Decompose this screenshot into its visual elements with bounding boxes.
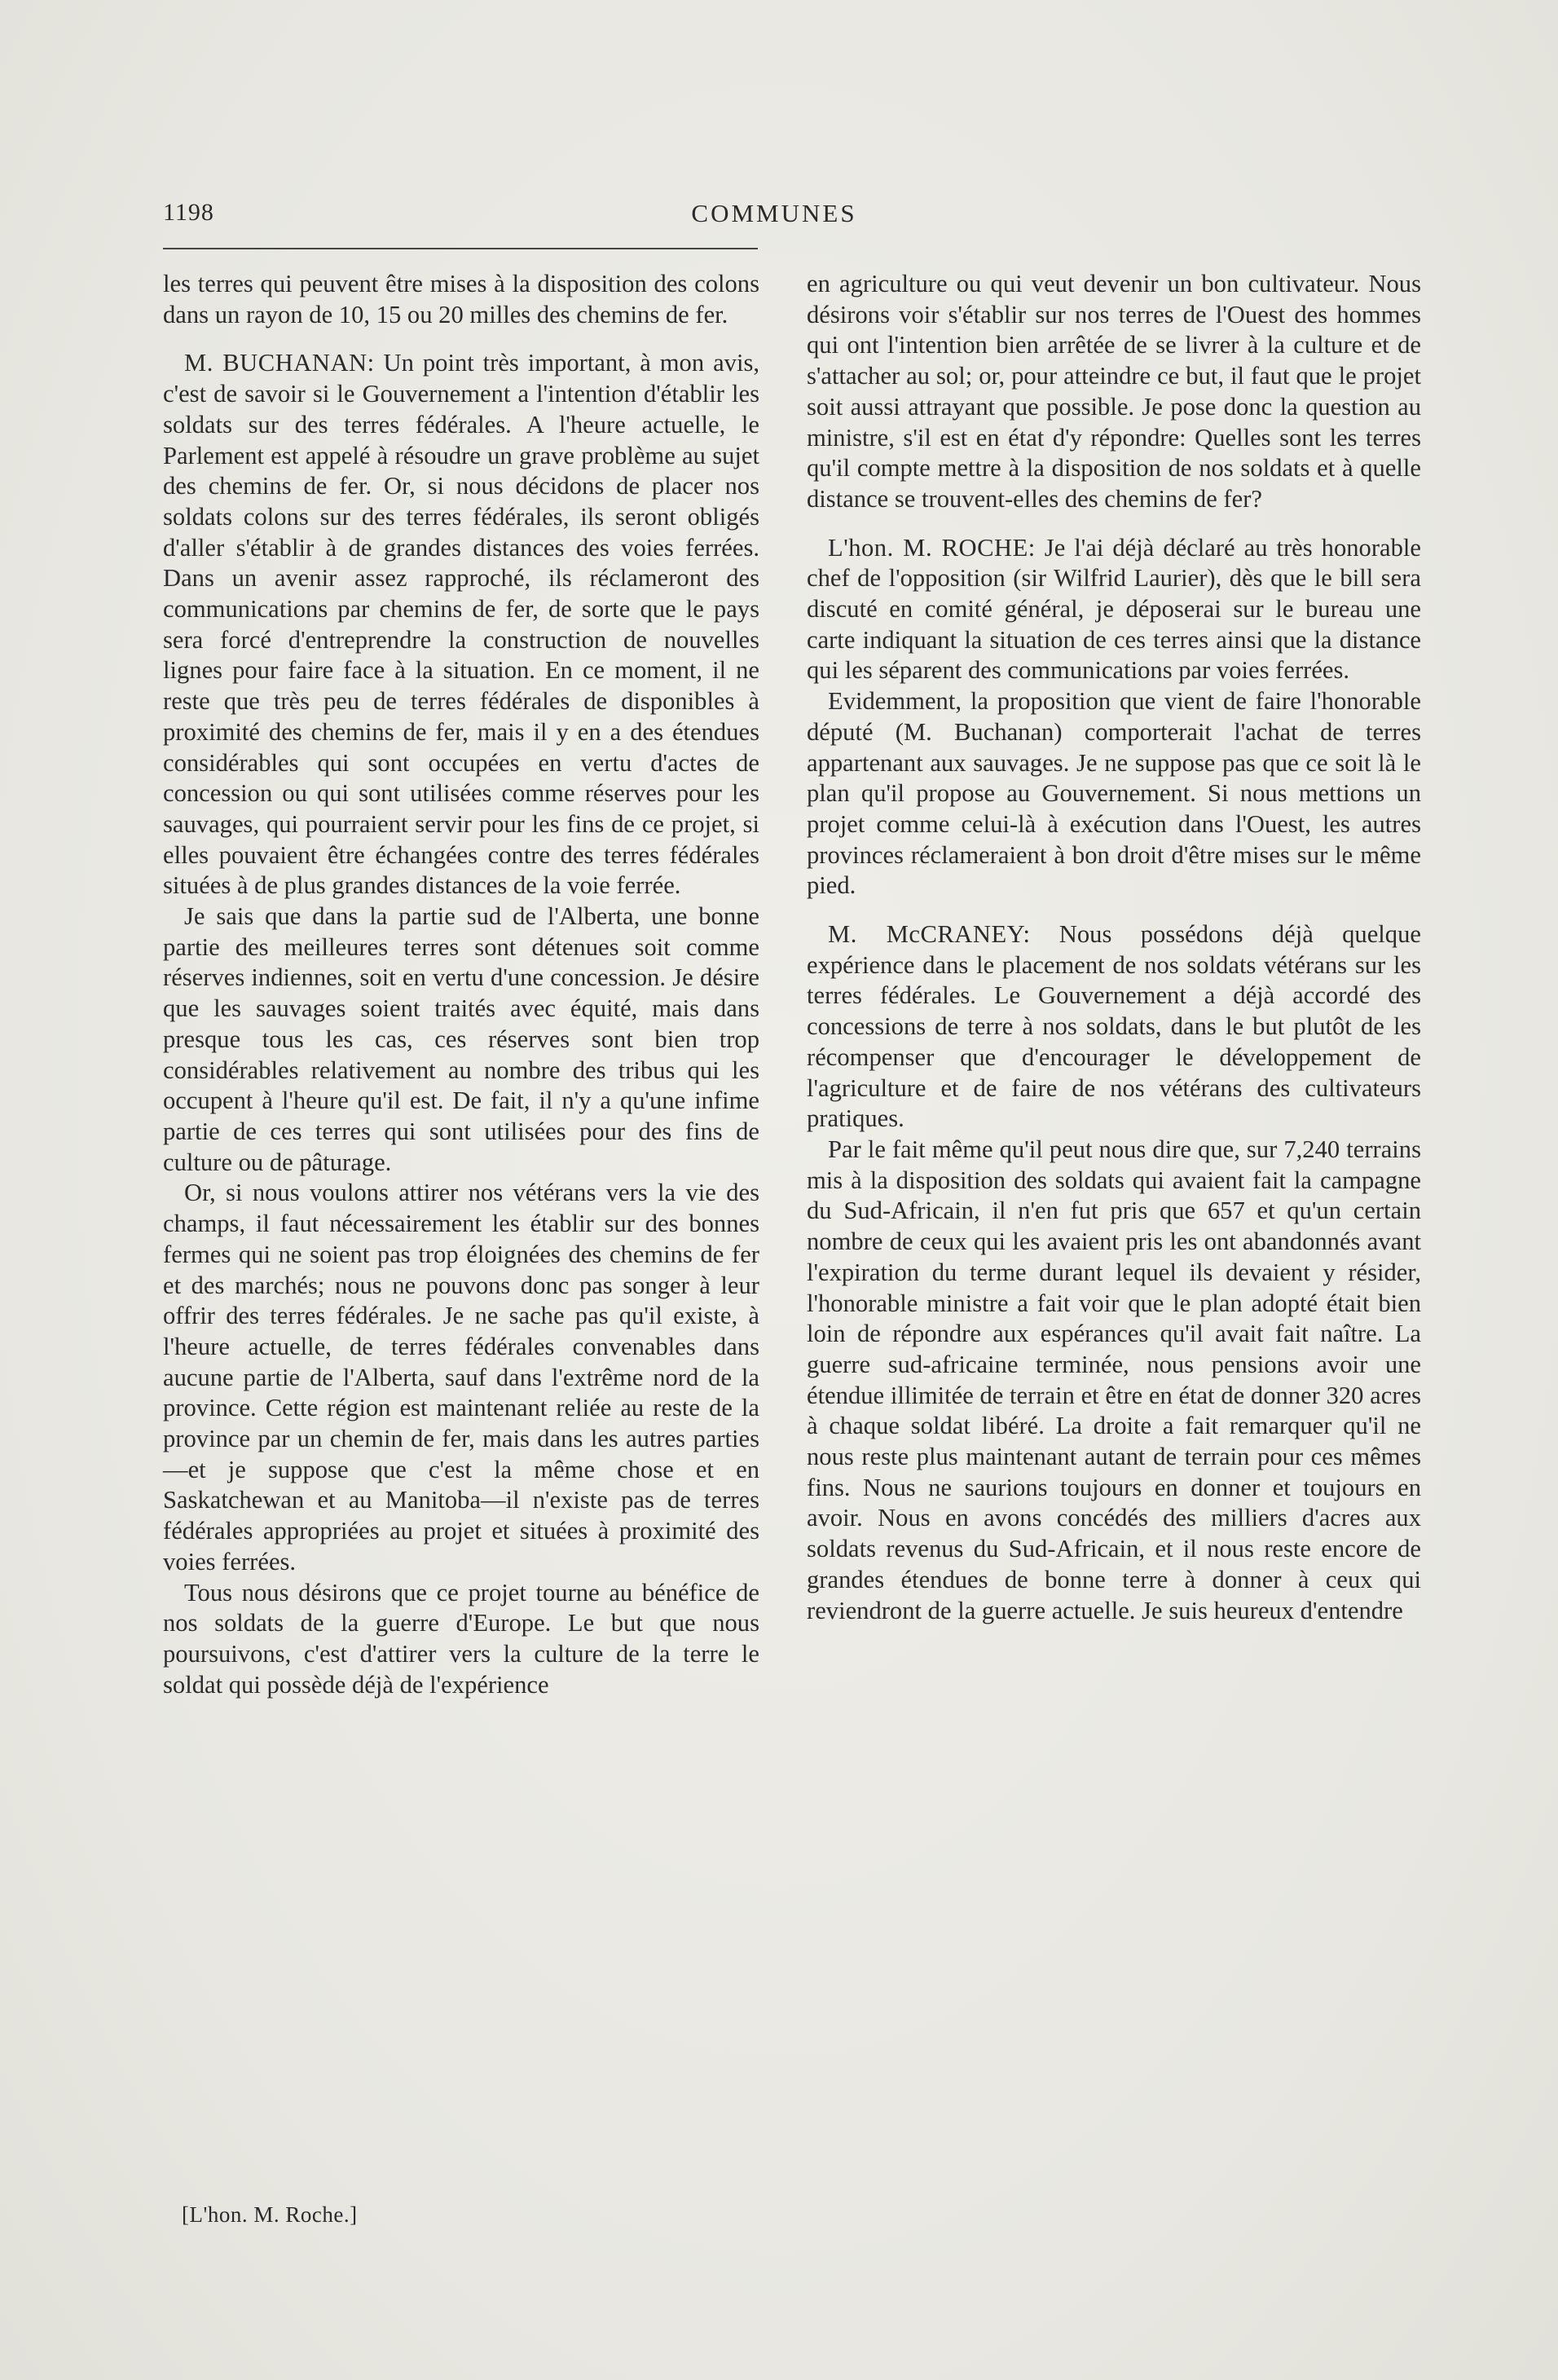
paragraph xyxy=(807,533,1421,687)
right-column xyxy=(807,269,1421,1626)
paragraph xyxy=(163,348,759,901)
paragraph-text: Par le fait même qu'il peut nous dire que, sur 7,240 terrains mis à la disposition des soldats qui avaient fait la campagne du Sud-Africain, il n'en fut pris que 657 et qu'un certain nombre de ceux qui les avaient pris les ont abandonnés avant l'expiration du terme durant lequel ils devaient y résider, l'honorable ministre a fait voir que le plan adopté était bien loin de répondre aux espérances qu'il avait fait naître. La guerre sud-africaine terminée, nous pensions avoir une étendue illimitée de terrain et être en état de donner 320 acres à chaque soldat libéré. La droite a fait remarquer qu'il ne nous reste plus maintenant autant de terrain pour ces mêmes fins. Nous ne saurions toujours en donner et toujours en avoir. Nous en avons concédés des milliers d'acres aux soldats revenus du Sud-Africain, et il nous reste encore de grandes étendues de bonne terre à donner à ceux qui reviendront de la guerre actuelle. Je suis heureux d'entendre xyxy=(807,1135,1421,1624)
paragraph-text: Je sais que dans la partie sud de l'Alberta, une bonne partie des meilleures terres sont détenues soit comme réserves indiennes, soit en vertu d'une concession. Je désire que les sauvages soient traités avec équité, mais dans presque tous les cas, ces réserves sont bien trop considérables relativement au nombre des tribus qui les occupent à l'heure qu'il est. De fait, il n'y a qu'une infime partie de ces terres qui sont utilisées pour des fins de culture ou de pâturage. xyxy=(163,902,759,1176)
speaker-name: M. BUCHANAN: xyxy=(184,349,375,377)
paragraph-text: Nous possédons déjà quelque expérience dans le placement de nos soldats vétérans sur les terres fédérales. Le Gouvernement a déjà accordé des concessions de terre à nos soldats, dans le but plutôt de les récompenser que d'encourager le développement de l'agriculture et de faire de nos vétérans des cultivateurs pratiques. xyxy=(807,920,1421,1133)
paragraph-text: Or, si nous voulons attirer nos vétérans vers la vie des champs, il faut nécessairement les établir sur des bonnes fermes qui ne soient pas trop éloignées des chemins de fer et des marchés; nous ne pouvons donc pas songer à leur offrir des terres fédérales. Je ne sache pas qu'il existe, à l'heure actuelle, de terres fédérales convenables dans aucune partie de l'Alberta, sauf dans l'extrême nord de la province. Cette région est maintenant reliée au reste de la province par un chemin de fer, mais dans les autres parties—et je suppose que c'est la même chose et en Saskatchewan et au Manitoba—il n'existe pas de terres fédérales appropriées au projet et situées à proximité des voies ferrées. xyxy=(163,1179,759,1576)
paragraph xyxy=(807,269,1421,515)
page-number: 1198 xyxy=(163,199,214,226)
left-column xyxy=(163,269,759,1700)
paragraph-text: Tous nous désirons que ce projet tourne au bénéfice de nos soldats de la guerre d'Europe. Le but que nous poursuivons, c'est d'attirer vers la culture de la terre le soldat qui possède déjà de l'expérience xyxy=(163,1578,759,1699)
paragraph-text: en agriculture ou qui veut devenir un bon cultivateur. Nous désirons voir s'établir sur nos terres de l'Ouest des hommes qui ont l'intention bien arrêtée de se livrer à la culture et de s'attacher au sol; or, pour atteindre ce but, il faut que le projet soit aussi attrayant que possible. Je pose donc la question au ministre, s'il est en état d'y répondre: Quelles sont les terres qu'il compte mettre à la disposition de nos soldats et à quelle distance se trouvent-elles des chemins de fer? xyxy=(807,270,1421,513)
paragraph-text: Je l'ai déjà déclaré au très honorable chef de l'opposition (sir Wilfrid Laurier), dès que le bill sera discuté en comité général, je déposerai sur le bureau une carte indiquant la situation de ces terres ainsi que la distance qui les séparent des communications par voies ferrées. xyxy=(807,533,1421,685)
paragraph xyxy=(163,1178,759,1577)
paragraph xyxy=(807,686,1421,901)
header-rule xyxy=(163,248,758,249)
paragraph-text: Un point très important, à mon avis, c'est de savoir si le Gouvernement a l'intention d'établir les soldats sur des terres fédérales. A l'heure actuelle, le Parlement est appelé à résoudre un grave problème au sujet des chemins de fer. Or, si nous décidons de placer nos soldats colons sur des terres fédérales, ils seront obligés d'aller s'établir à de grandes distances des voies ferrées. Dans un avenir assez rapproché, ils réclameront des communications par chemins de fer, de sorte que le pays sera forcé d'entreprendre la construction de nouvelles lignes pour faire face à la situation. En ce moment, il ne reste que très peu de terres fédérales de disponibles à proximité des chemins de fer, mais il y en a des étendues considérables qui sont occupées en vertu d'actes de concession ou qui sont utilisées comme réserves pour les sauvages, qui pourraient servir pour les fins de ce projet, si elles pouvaient être échangées contre des terres fédérales situées à de plus grandes distances de la voie ferrée. xyxy=(163,349,759,900)
speaker-name: M. McCRANEY: xyxy=(828,920,1031,949)
speaker-name: L'hon. M. ROCHE: xyxy=(828,533,1036,562)
footer-attribution: [L'hon. M. Roche.] xyxy=(182,2202,358,2227)
paragraph xyxy=(163,269,759,330)
paragraph-text: les terres qui peuvent être mises à la disposition des colons dans un rayon de 10, 15 ou 20 milles des chemins de fer. xyxy=(163,270,759,328)
page-header xyxy=(163,199,1385,240)
paragraph xyxy=(807,919,1421,1135)
paragraph xyxy=(807,1135,1421,1626)
paragraph-text: Evidemment, la proposition que vient de faire l'honorable député (M. Buchanan) comporterait l'achat de terres appartenant aux sauvages. Je ne suppose pas que ce soit là le plan qu'il propose au Gouvernement. Si nous mettions un projet comme celui-là à exécution dans l'Ouest, les autres provinces réclameraient à bon droit d'être mises sur le même pied. xyxy=(807,687,1421,900)
paragraph xyxy=(163,1578,759,1701)
running-head: COMMUNES xyxy=(691,199,857,227)
paragraph xyxy=(163,901,759,1178)
